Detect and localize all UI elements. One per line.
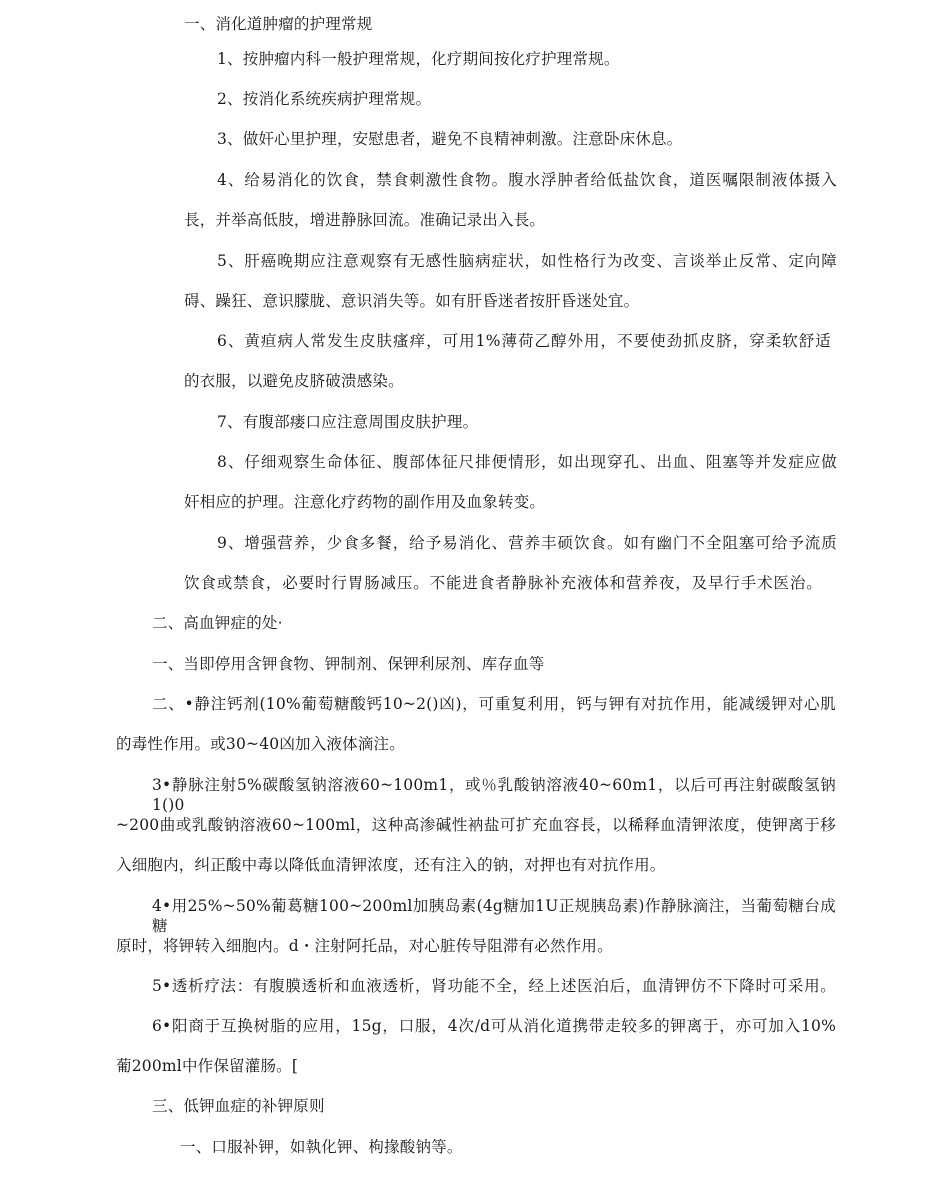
section2-line-1: 一、当即停用含钾食物、钾制剂、保钾利尿剂、库存血等	[152, 655, 545, 673]
section1-item-9: 9、增强营养，少食多餐，给予易消化、营养丰硕饮食。如有幽门不全阻塞可给予流质	[217, 534, 837, 552]
section2-line-6: 入细胞内，纠正酸中毒以降低血清钾浓度，还有注入的钠，对押也有对抗作用。	[116, 856, 666, 874]
section1-item-8-cont: 奸相应的护理。注意化疗药物的副作用及血象转变。	[184, 493, 546, 511]
section2-line-2: 二、•静注钙剂(10%葡萄糖酸钙10~2()凶)，可重复利用，钙与钾有对抗作用，能减缓钾对心肌	[152, 695, 836, 713]
section1-item-6: 6、黄疸病人常发生皮肤瘙痒，可用1%薄荷乙醇外用，不要使劲抓皮脐，穿柔软舒适	[217, 332, 831, 350]
section1-item-4-cont: 長，并举高低肢，增进静脉回流。准确记录出入長。	[184, 211, 546, 229]
section2-line-8: 原时，将钾转入细胞内。d・注射阿托品，对心脏传导阻滞有必然作用。	[116, 937, 613, 955]
section2-line-10: 6•阳商于互换树脂的应用，15g，口服，4次/d可从消化道携带走较多的钾离于，亦可加入10%	[152, 1017, 836, 1035]
section1-title: 一、消化道肿瘤的护理常规	[184, 15, 373, 33]
section2-title: 二、高血钾症的处·	[152, 614, 283, 632]
section1-item-7: 7、有腹部瘘口应注意周围皮肤护理。	[217, 413, 479, 431]
section1-item-5: 5、肝癌晚期应注意观察有无感性脑病症状，如性格行为改变、言谈举止反常、定向障	[217, 252, 837, 270]
section1-item-8: 8、仔细观察生命体征、腹部体征尺排便情形，如出现穿孔、出血、阻塞等并发症应做	[217, 453, 837, 471]
section2-line-3: 的毒性作用。或30~40凶加入液体滴注。	[116, 735, 405, 753]
section1-item-9-cont: 饮食或禁食，必要时行胃肠减压。不能进食者静脉补充液体和营养夜，及早行手术医治。	[184, 574, 822, 592]
section3-line-1: 一、口服补钾，如執化钾、枸掾酸钠等。	[180, 1138, 463, 1156]
section2-line-9: 5•透析疗法：有腹膜透析和血液透析，肾功能不全，经上述医泊后，血清钾仿不下降时可采用。	[152, 977, 836, 995]
section3-title: 三、低钾血症的补钾原则	[152, 1097, 325, 1115]
section2-line-4: 3•静脉注射5%碳酸氢钠溶液60~100m1，或％乳酸钠溶液40~60m1，以后可再注射碳酸氢钠1()0	[152, 776, 836, 814]
section2-line-7: 4•用25%~50%葡葛糖100~200ml加胰岛素(4g糖加1U正规胰岛素)作静脉滴注，当葡萄糖台成糖	[152, 897, 836, 935]
section1-item-6-cont: 的衣服，以避免皮脐破溃感染。	[184, 372, 404, 390]
section1-item-3: 3、做奸心里护理，安慰患者，避免不良精神刺激。注意卧床休息。	[217, 130, 683, 148]
section1-item-2: 2、按消化系统疾病护理常规。	[217, 90, 432, 108]
section2-line-11: 葡200ml中作保留灌肠。[	[116, 1057, 299, 1075]
section1-item-1: 1、按肿瘤内科一般护理常规，化疗期间按化疗护理常规。	[217, 50, 620, 68]
section1-item-4: 4、给易消化的饮食，禁食刺激性食物。腹水浮肿者给低盐饮食，道医嘱限制液体摄入	[217, 171, 837, 189]
section1-item-5-cont: 碍、躁狂、意识朦胧、意识消失等。如有肝昏迷者按肝昏迷处宜。	[184, 292, 640, 310]
section2-line-5: ~200曲或乳酸钠溶液60~100ml，这种高渗碱性衲盐可扩充血容長，以稀释血清钾浓度，使钾离于移	[116, 816, 836, 834]
